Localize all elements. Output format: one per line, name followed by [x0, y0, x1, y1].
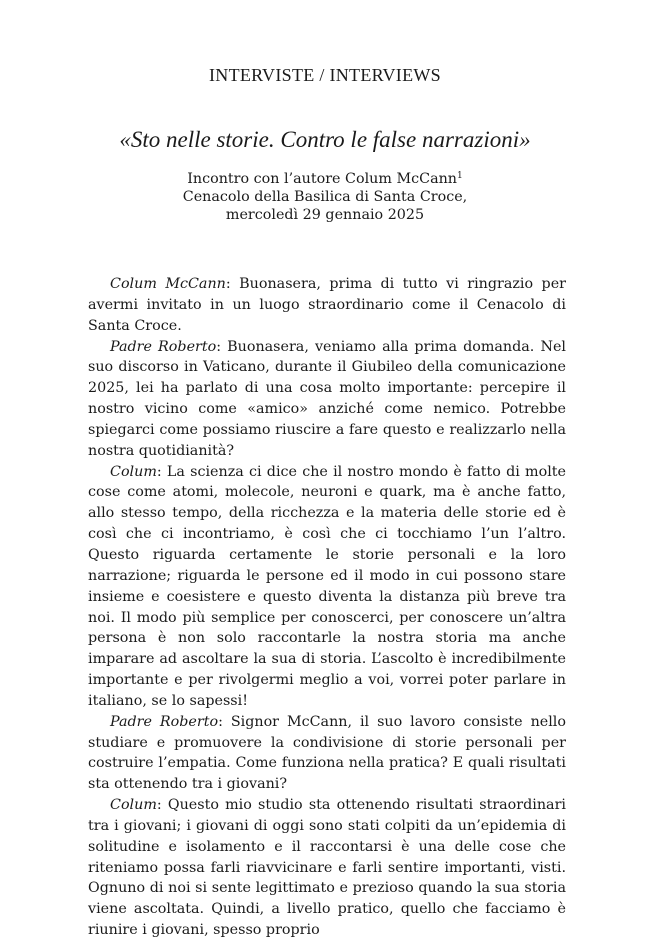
section-header: INTERVISTE / INTERVIEWS [209, 65, 441, 85]
dialogue-paragraph [88, 712, 566, 795]
speaker-name: Padre Roberto [110, 338, 217, 355]
footnote-marker: 1 [457, 171, 463, 181]
subtitle-line-3: mercoledì 29 gennaio 2025 [225, 207, 425, 223]
speaker-name: Padre Roberto [110, 713, 219, 730]
dialogue-paragraph [88, 337, 566, 462]
dialogue-text: : Questo mio studio sta ottenendo risultati straordinari tra i giovani; i giovani di oggi sono stati colpiti da un’epidemia di solitudine e isolamento e il raccontarsi è una delle cose che riteniamo possa farli riavvicinare e farli sentire importanti, visti. Ognuno di noi si sente legittimato e prezioso quando la sua storia viene ascoltata. Quindi, a livello pratico, quello che facciamo è riunire i giovani, spesso proprio [88, 797, 566, 939]
interview-title: «Sto nelle storie. Contro le false narrazioni» [119, 127, 531, 152]
dialogue-text: : Buonasera, veniamo alla prima domanda. Nel suo discorso in Vaticano, durante il Giubileo della comunicazione 2025, lei ha parlato di una cosa molto importante: percepire il nostro vicino come «amico» anziché come nemico. Potrebbe spiegarci come possiamo riuscire a fare questo e realizzarlo nella nostra quotidianità? [88, 338, 566, 459]
dialogue-paragraph [88, 462, 566, 712]
dialogue-text: : Buonasera, prima di tutto vi ringrazio per avermi invitato in un luogo straordinario come il Cenacolo di Santa Croce. [88, 276, 567, 334]
subtitle-line-1 [0, 170, 650, 188]
interview-body [88, 274, 566, 941]
speaker-name: Colum [110, 463, 157, 480]
speaker-name: Colum [110, 797, 157, 814]
dialogue-paragraph [88, 795, 566, 941]
subtitle-event-text: Incontro con l’autore Colum McCann [187, 171, 458, 187]
dialogue-text: : La scienza ci dice che il nostro mondo è fatto di molte cose come atomi, molecole, neuroni e quark, ma è anche fatto, allo stesso tempo, della ricchezza e la materia delle storie ed è così che ci incontriamo, è così che ci tocchiamo l’un l’altro. Questo riguarda certamente le storie personali e la loro narrazione; riguarda le persone ed il modo in cui possono stare insieme e coesistere e questo diventa la distanza più breve tra noi. Il modo più semplice per conoscerci, per conoscere un’altra persona è non solo raccontarle la nostra storia ma anche imparare ad ascoltare la sua di storia. L’ascolto è incredibilmente importante e per rivolgermi meglio a voi, vorrei poter parlare in italiano, se lo sapessi! [88, 463, 566, 709]
dialogue-text: : Signor McCann, il suo lavoro consiste nello studiare e promuovere la condivisione di storie personali per costruire l’empatia. Come funziona nella pratica? E quali risultati sta ottenendo tra i giovani? [88, 713, 566, 793]
dialogue-paragraph [88, 274, 566, 337]
speaker-name: Colum McCann [110, 276, 226, 292]
interview-subtitle [0, 170, 650, 224]
subtitle-line-2: Cenacolo della Basilica di Santa Croce, [182, 189, 468, 205]
